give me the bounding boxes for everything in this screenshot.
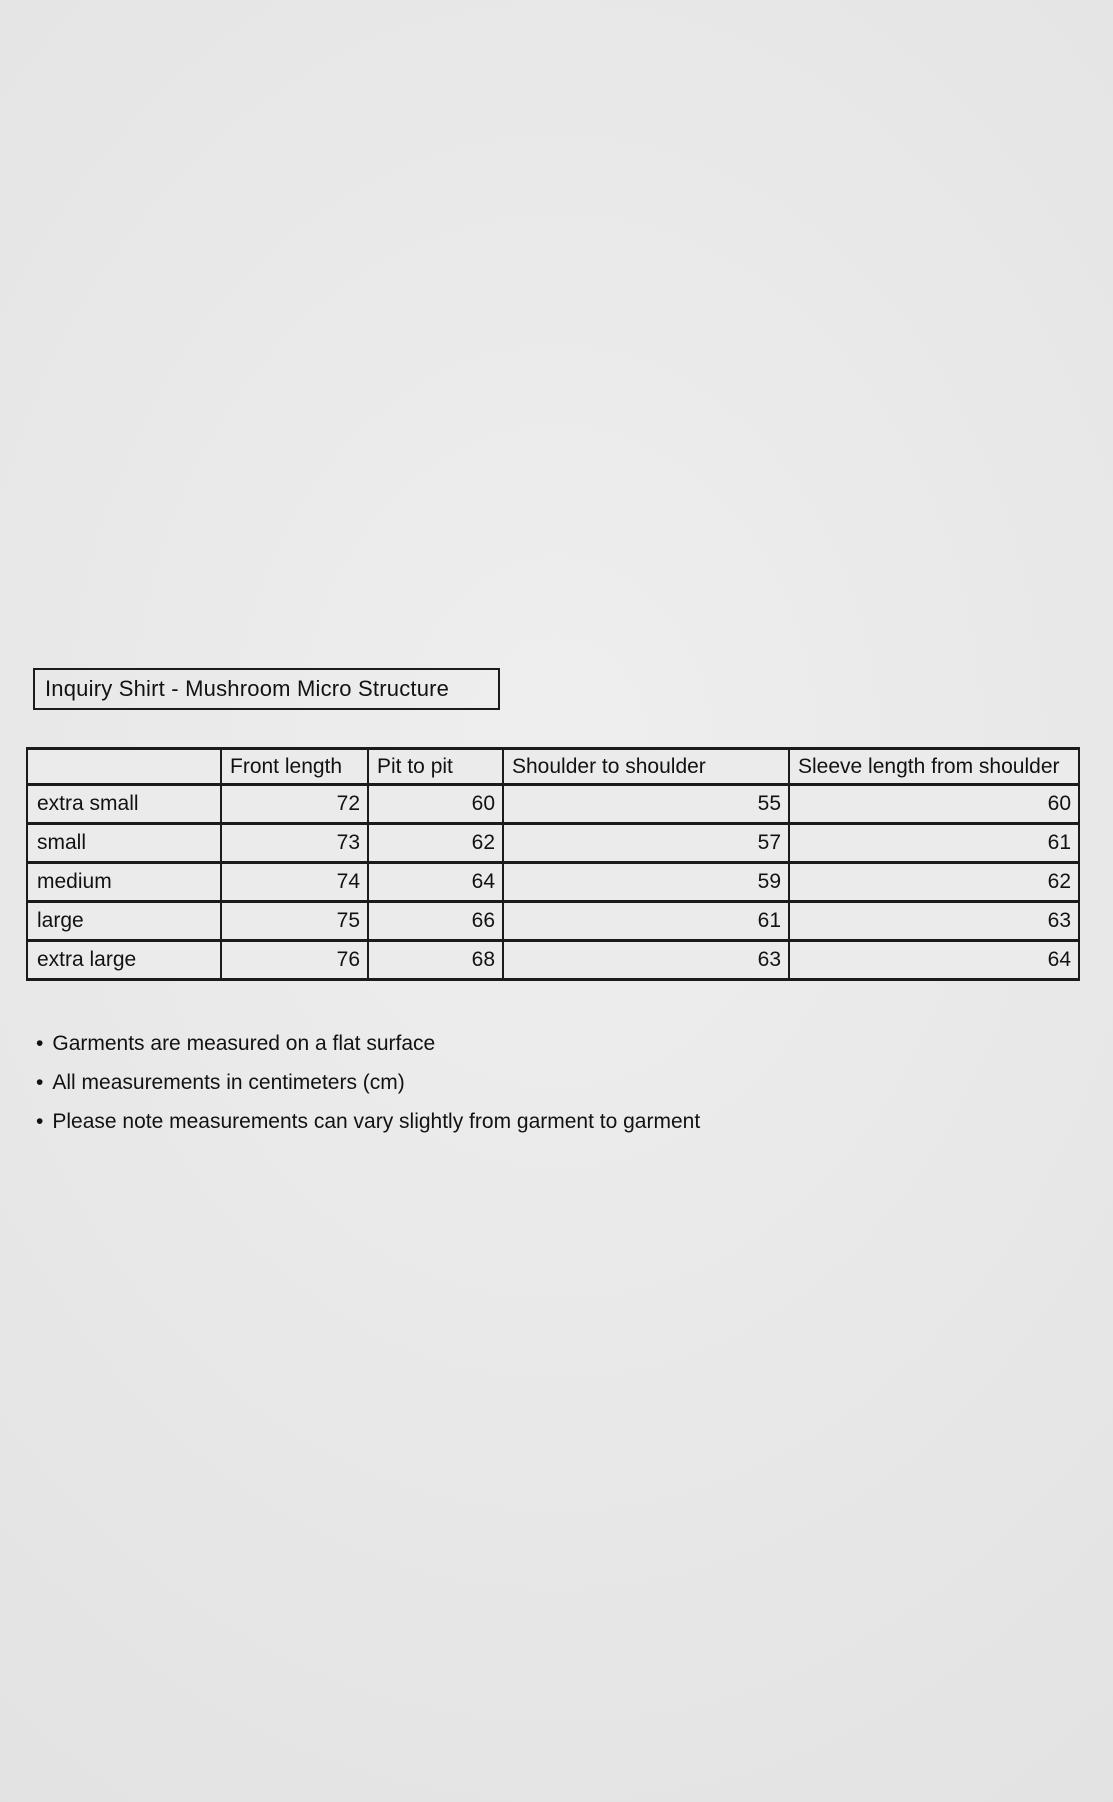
header-cell-size (27, 749, 221, 785)
cell-value: 60 (368, 785, 503, 824)
page-title-text: Inquiry Shirt - Mushroom Micro Structure (45, 676, 450, 701)
table-row-small (27, 824, 1079, 863)
header-cell-front-length: Front length (221, 749, 368, 785)
cell-value: 66 (368, 902, 503, 941)
header-cell-shoulder-to-shoulder: Shoulder to shoulder (503, 749, 789, 785)
note-variance: • Please note measurements can vary slightly from garment to garment (36, 1102, 700, 1141)
cell-value: 73 (221, 824, 368, 863)
cell-value: 72 (221, 785, 368, 824)
cell-value: 55 (503, 785, 789, 824)
cell-value: 61 (789, 824, 1079, 863)
row-label: small (27, 824, 221, 863)
cell-value: 76 (221, 941, 368, 980)
size-chart-header (27, 749, 1079, 785)
cell-value: 64 (789, 941, 1079, 980)
row-label: extra large (27, 941, 221, 980)
cell-value: 63 (503, 941, 789, 980)
cell-value: 62 (368, 824, 503, 863)
size-chart-body (27, 785, 1079, 980)
page-title (33, 668, 500, 710)
table-row-large (27, 902, 1079, 941)
table-row-medium (27, 863, 1079, 902)
table-row-extra-small (27, 785, 1079, 824)
cell-value: 68 (368, 941, 503, 980)
cell-value: 60 (789, 785, 1079, 824)
header-cell-sleeve-length: Sleeve length from shoulder (789, 749, 1079, 785)
cell-value: 57 (503, 824, 789, 863)
note-centimeters: • All measurements in centimeters (cm) (36, 1063, 700, 1102)
row-label: large (27, 902, 221, 941)
note-flat-surface: • Garments are measured on a flat surface (36, 1024, 700, 1063)
cell-value: 75 (221, 902, 368, 941)
cell-value: 64 (368, 863, 503, 902)
cell-value: 74 (221, 863, 368, 902)
row-label: extra small (27, 785, 221, 824)
size-chart-table (26, 747, 1080, 981)
cell-value: 62 (789, 863, 1079, 902)
measurement-notes (36, 1024, 700, 1141)
header-cell-pit-to-pit: Pit to pit (368, 749, 503, 785)
cell-value: 61 (503, 902, 789, 941)
cell-value: 63 (789, 902, 1079, 941)
cell-value: 59 (503, 863, 789, 902)
header-row (27, 749, 1079, 785)
table-row-extra-large (27, 941, 1079, 980)
row-label: medium (27, 863, 221, 902)
